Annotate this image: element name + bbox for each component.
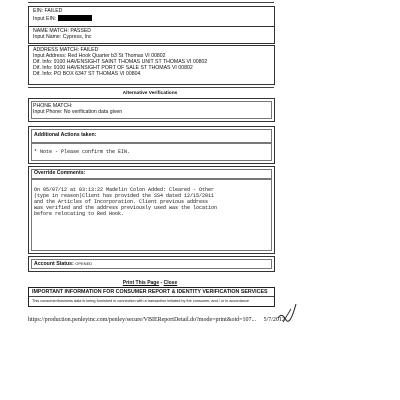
print-page-link[interactable]: Print This Page	[122, 280, 160, 286]
footer	[28, 317, 285, 323]
divider	[28, 87, 274, 88]
ein-status: EIN: FAILED	[33, 8, 63, 14]
additional-actions-section	[28, 126, 275, 164]
override-title: Override Comments:	[34, 170, 86, 176]
phone-match: PHONE MATCH:	[33, 103, 73, 109]
important-info-text: This consumer/business data is being furnished in connection with a transaction initiated by the consumer, and / or in accordance	[32, 298, 249, 303]
top-rule	[28, 2, 274, 3]
alternative-verifications-title: Alternative Verifications	[122, 91, 178, 96]
account-status-label: Account Status:	[34, 261, 74, 267]
important-info-title: IMPORTANT INFORMATION FOR CONSUMER REPORT & IDENTITY VERIFICATION SERVICES	[32, 289, 268, 295]
address-match: ADDRESS MATCH: FAILED	[33, 47, 99, 53]
override-section	[28, 166, 275, 254]
ein-input-row	[33, 15, 92, 22]
address-dif-info: Dif. Info: 9100 HAVENSIGHT PORT OF SALE ST THOMAS VI 00802	[33, 65, 193, 71]
footer-url[interactable]: https://production.penleyinc.com/penley/secure/VBIEReportDetail.do?mode=print&oid=107...	[28, 317, 257, 323]
override-line: was verified and the address previously used was the location	[34, 205, 218, 211]
account-status-row	[34, 261, 92, 267]
name-input: Input Name: Cypress, Inc	[33, 34, 92, 40]
additional-actions-title: Additional Actions taken:	[34, 132, 97, 138]
account-status-value: OPENED	[75, 261, 93, 266]
address-dif-info: Dif. Info: 9100 HAVENSIGHT SAINT THOMAS UNIT ST THOMAS VI 00802	[33, 59, 208, 65]
phone-section	[28, 98, 275, 122]
handwritten-checkmark	[276, 300, 298, 326]
override-line: and the Articles of Incorporation. Client previous address	[34, 199, 209, 205]
ein-section	[28, 6, 275, 28]
account-status-section	[28, 256, 275, 272]
footer-date: 5/7/2012	[263, 317, 285, 323]
address-input: Input Address: Red Hook Quarter b3 St Thomas VI 00802	[33, 53, 166, 59]
redacted-ein	[58, 15, 92, 21]
links-separator: -	[159, 280, 164, 286]
address-dif-info: Dif. Info: PO BOX 6347 ST THOMAS VI 00804	[33, 71, 141, 77]
override-line: On 05/07/12 at 03:13:22 Madelin Colon Added: Cleared - Other	[34, 187, 215, 193]
address-section	[28, 45, 275, 85]
ein-input-label: Input EIN:	[33, 16, 57, 22]
override-line: before relocating to Red Hook.	[34, 211, 125, 217]
phone-input: Input Phone: No verification data given	[33, 109, 123, 115]
additional-actions-note: * Note - Please confirm the EIN.	[34, 149, 131, 155]
override-line: (type in reason)Client has provided the SS4 dated 12/15/2011	[34, 193, 215, 199]
name-match: NAME MATCH: PASSED	[33, 28, 92, 34]
name-section	[28, 26, 275, 44]
close-link[interactable]: Close	[163, 280, 178, 286]
page-links	[0, 280, 300, 286]
important-info-section	[28, 287, 275, 307]
